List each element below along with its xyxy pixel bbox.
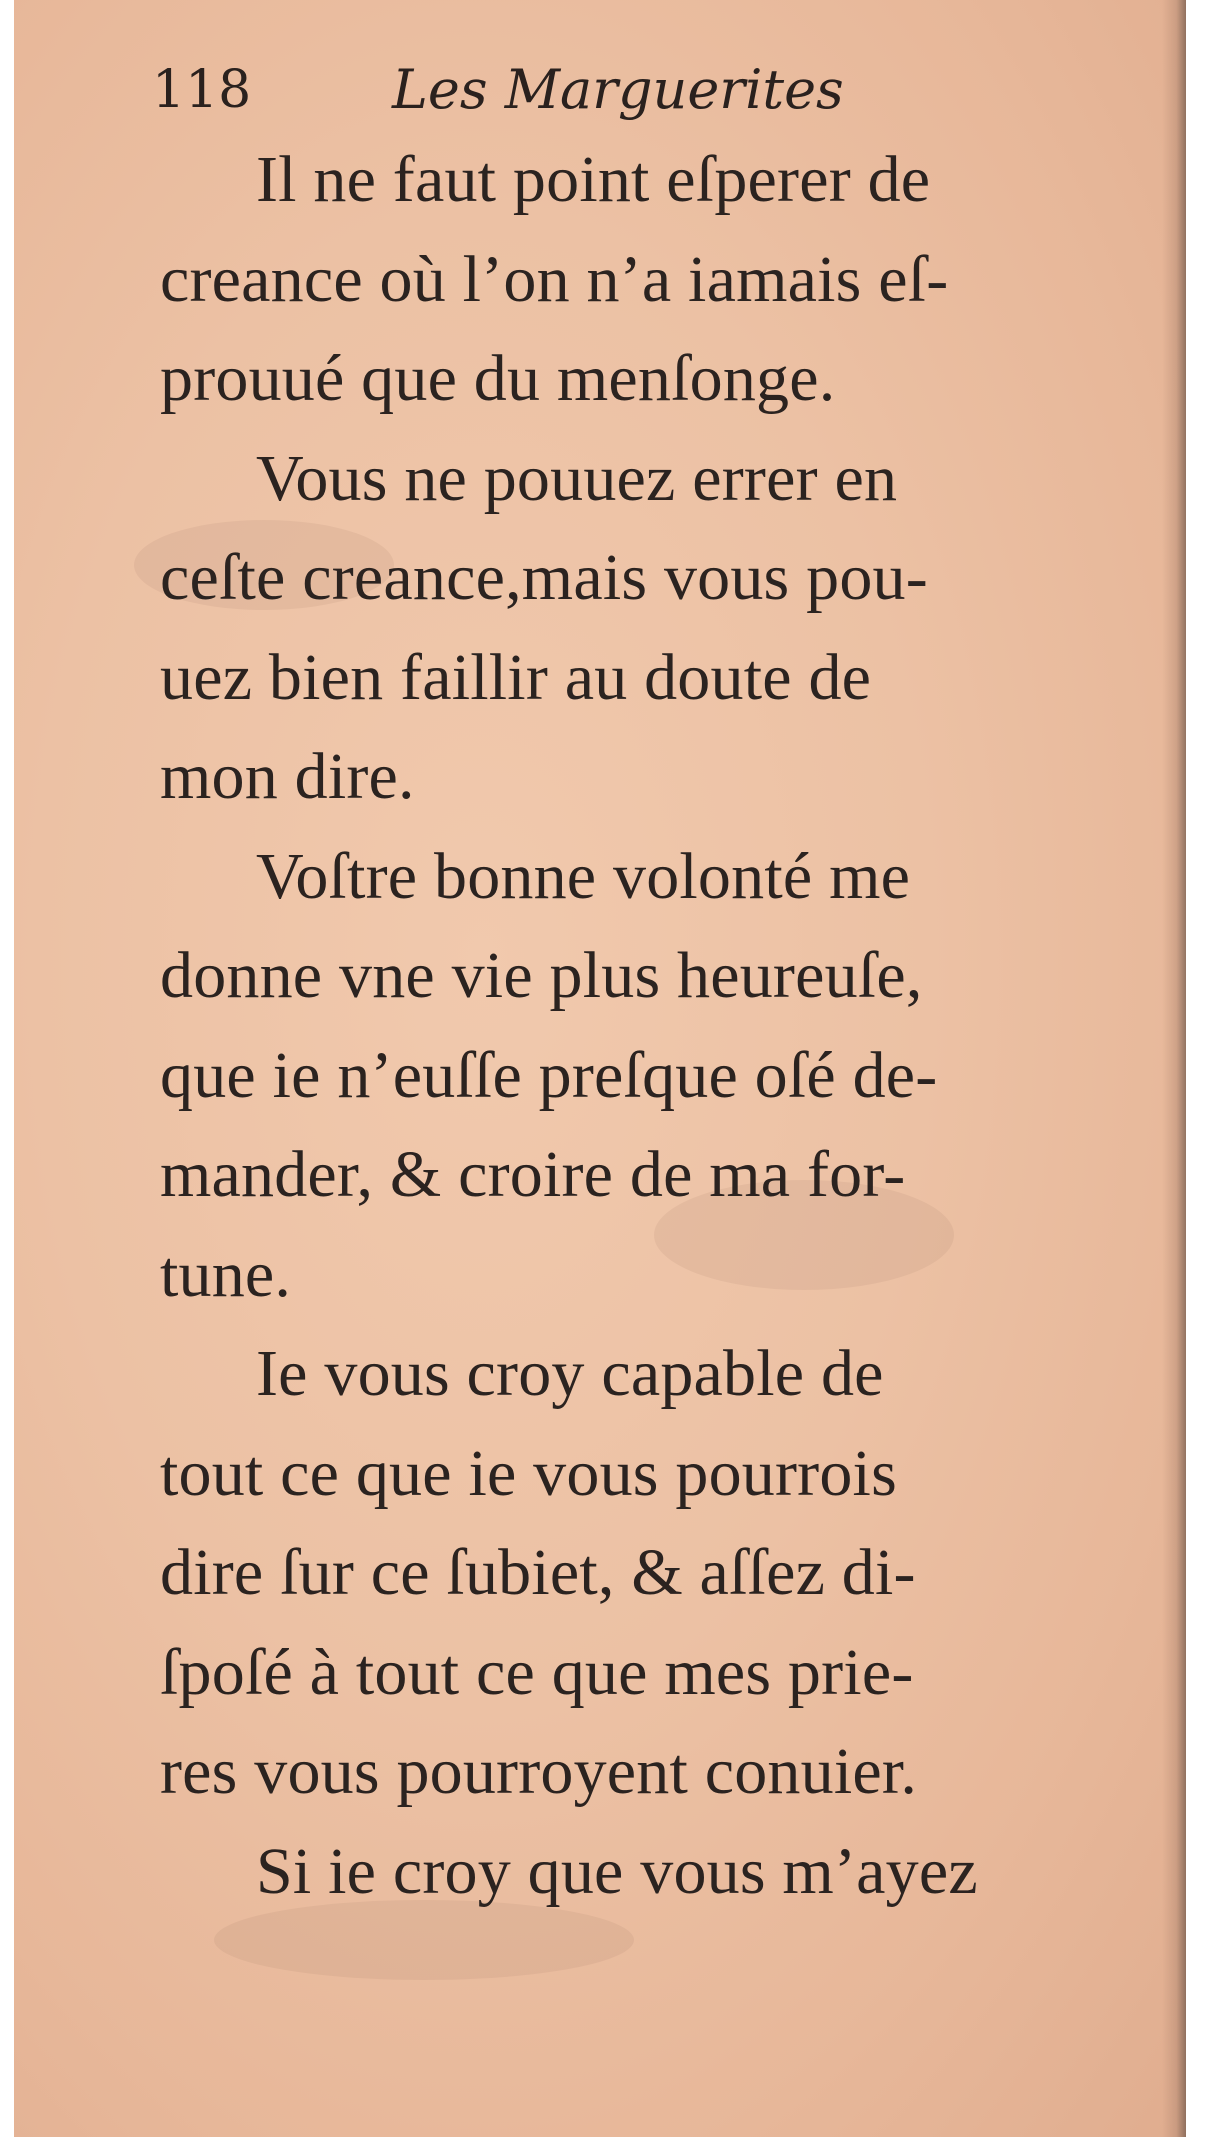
text-line: prouué que du menſonge. bbox=[160, 342, 836, 415]
text-line: Voſtre bonne volonté me bbox=[256, 839, 911, 913]
page-edge-shadow bbox=[1162, 0, 1186, 2137]
text-line: Ie vous croy capable de bbox=[256, 1337, 884, 1410]
text-line: Vous ne pouuez errer en bbox=[256, 441, 898, 515]
text-line: tout ce que ie vous pourrois bbox=[160, 1436, 897, 1510]
text-line: uez bien faillir au doute de bbox=[160, 640, 872, 714]
text-line: que ie n’euſſe preſque oſé de- bbox=[160, 1038, 938, 1112]
text-line: ſpoſé à tout ce que mes prie- bbox=[160, 1635, 914, 1709]
text-line: creance où l’on n’a iamais eſ- bbox=[160, 242, 949, 316]
text-line: mander, & croire de ma for- bbox=[160, 1138, 906, 1211]
text-line: mon dire. bbox=[160, 740, 415, 813]
page-number: 118 bbox=[152, 60, 252, 120]
book-page bbox=[14, 0, 1186, 2137]
running-title: Les Marguerites bbox=[392, 58, 844, 121]
text-line: tune. bbox=[160, 1237, 292, 1311]
text-line: Si ie croy que vous m’ayez bbox=[256, 1834, 978, 1908]
text-line: res vous pourroyent conuier. bbox=[160, 1735, 918, 1808]
text-line: Il ne faut point eſperer de bbox=[256, 143, 931, 216]
page-body bbox=[160, 130, 1060, 1921]
text-line: ceſte creance,mais vous pou- bbox=[160, 541, 928, 614]
text-line: dire ſur ce ſubiet, & aſſez di- bbox=[160, 1536, 916, 1609]
text-line: donne vne vie plus heureuſe, bbox=[160, 939, 923, 1012]
